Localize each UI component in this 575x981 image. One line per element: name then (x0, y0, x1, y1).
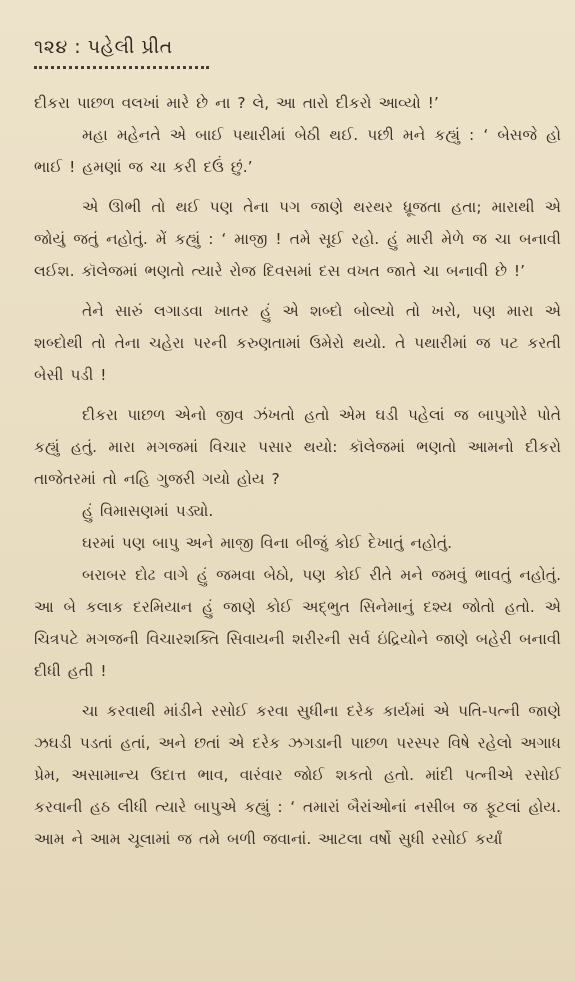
body-text (34, 87, 561, 855)
spacer (34, 391, 561, 399)
paragraph: ચા કરવાથી માંડીને રસોઈ કરવા સુધીના દરેક કાર્યમાં એ પતિ-પત્ની જાણે ઝઘડી પડતાં હતાં, અને છતાં એ દરેક ઝગડાની પાછળ પરસ્પર વિષે રહેલો અગાધ પ્રેમ, અસામાન્ય ઉદાત્ત ભાવ, વારંવાર જોઈ શકતો હતો. માંદી પત્નીએ રસોઈ કરવાની હઠ લીધી ત્યારે બાપુએ કહ્યું : ‘ તમારાં બૈરાંઓનાં નસીબ જ ફૂટલાં હોય. આમ ને આમ ચૂલામાં જ તમે બળી જવાનાં. આટલા વર્ષો સુધી રસોઈ કર્યાં (34, 702, 561, 848)
paragraph: દીકરા પાછળ વલખાં મારે છે ના ? લે, આ તારો દીકરો આવ્યો !’ (34, 94, 439, 112)
dotted-rule (34, 66, 209, 69)
paragraph: એ ઊભી તો થઈ પણ તેના પગ જાણે થરથર ધ્રૂજતા હતા; મારાથી એ જોયું જતું નહોતું. મેં કહ્યું : ‘ માજી ! તમે સૂઈ રહો. હું મારી મેળે જ ચા બનાવી લઈશ. કૉલેજમાં ભણતો ત્યારે રોજ દિવસમાં દસ વખત જાતે ચા બનાવી છે !’ (34, 198, 561, 280)
paragraph: દીકરા પાછળ એનો જીવ ઝંખતો હતો એમ ઘડી પહેલાં જ બાપુગોરે પોતે કહ્યું હતું. મારા મગજમાં વિચાર પસાર થયો: કૉલેજમાં ભણતો આમનો દીકરો તાજેતરમાં તો નહિ ગુજરી ગયો હોય ? (34, 406, 561, 488)
paragraph: બરાબર દોઢ વાગે હું જમવા બેઠો, પણ કોઈ રીતે મને જમવું ભાવતું નહોતું. આ બે કલાક દરમિયાન હું જાણે કોઈ અદ્ભુત સિનેમાનું દશ્ય જોતો હતો. એ ચિત્રપટે મગજની વિચારશક્તિ સિવાયની શરીરની સર્વ ઇંદ્રિયોને જાણે બહેરી બનાવી દીધી હતી ! (34, 566, 561, 680)
paragraph: હું વિમાસણમાં પડ્યો. (82, 502, 214, 520)
running-head: ૧૨૪ : પહેલી પ્રીત (34, 36, 173, 58)
paragraph: ઘરમાં પણ બાપુ અને માજી વિના બીજું કોઈ દેખાતું નહોતું. (82, 534, 453, 552)
spacer (34, 687, 561, 695)
spacer (34, 183, 561, 191)
spacer (34, 287, 561, 295)
paragraph: તેને સારું લગાડવા ખાતર હું એ શબ્દો બોલ્યો તો ખરો, પણ મારા એ શબ્દોથી તો તેના ચહેરા પરની કરુણતામાં ઉમેરો થયો. તે પથારીમાં જ પટ કરતી બેસી પડી ! (34, 302, 561, 384)
paragraph: મહા મહેનતે એ બાઈ પથારીમાં બેઠી થઈ. પછી મને કહ્યું : ‘ બેસજે હો ભાઈ ! હમણાં જ ચા કરી દઉં છું.’ (34, 126, 561, 176)
